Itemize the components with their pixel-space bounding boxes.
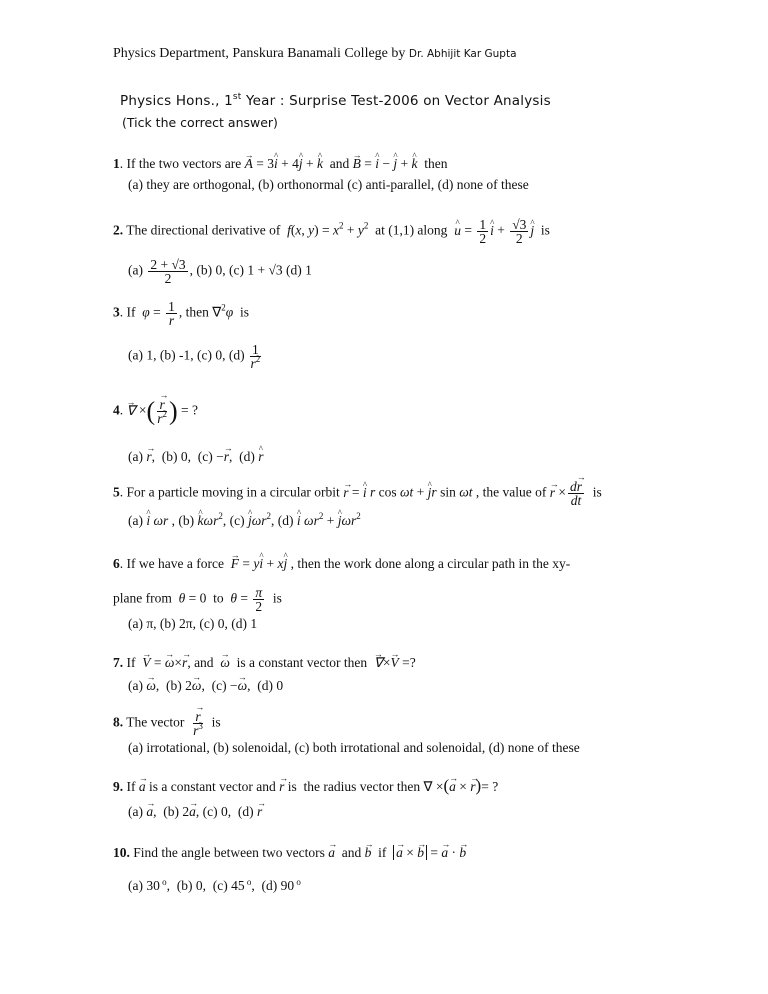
question-7: 7. If → V = → ω×→ r, and → ω is a constant vector then → ∇×→ V =?	[113, 655, 416, 671]
question-10: 10. Find the angle between two vectors → a and → b if → a × → b = → a · → b	[113, 845, 466, 861]
question-1-options: (a) they are orthogonal, (b) orthonormal (c) anti-parallel, (d) none of these	[128, 177, 529, 192]
question-3: 3. If φ = $\frac{1}{r}$ , then ∇$^2$φ is	[113, 299, 249, 328]
question-2-options: (a) $\frac{2 + √3}{2}$ , (b) 0, (c) 1 + √3 (d) 1	[128, 257, 312, 286]
question-4-options: (a) → r, (b) 0, (c) −→ r, (d) ^ r	[128, 449, 264, 465]
question-6-options: (a) π, (b) 2π, (c) 0, (d) 1	[128, 616, 258, 631]
question-2: 2. The directional derivative of f(x, $y) = x^2 + y^2$ at (1,1) along ^ u = $\frac{1}{2}$ ^ i + $\frac{√3}{2}$ ^ j is	[113, 218, 550, 245]
question-5-options: (a) ^ i ωr , (b) ^ kωr$^2$, (c) ^ jωr$^2$, (d) ^ i $\omega r^2$ + ^ jωr$^2$	[128, 513, 361, 529]
question-6: 6. If we have a force → F = y^ i + x^ j , then the work done along a circular path in the xy-	[113, 556, 570, 572]
department-text: Physics Department, Panskura Banamali College by	[113, 46, 406, 61]
question-10-options: (a) 30 $^o$, (b) 0, (c) 45 $^o$, (d) 90 $^o$	[128, 877, 301, 893]
question-3-options: (a) 1, (b) -1, (c) 0, (d) $\frac{1}{r^2}$	[128, 342, 261, 371]
question-9: 9. If → a is a constant vector and → r is the radius vector then ∇ ×(→ a × → r)= ?	[113, 778, 498, 795]
question-4: 4. → ∇ ×( → $\frac{r}{r^2}$ ) = ?	[113, 398, 198, 425]
question-8: 8. The vector → $\frac{r}{r^3}$ is	[113, 710, 221, 737]
author-text: Dr. Abhijit Kar Gupta	[408, 48, 517, 60]
page-header	[113, 46, 517, 62]
question-5: 5. For a particle moving in a circular orbit → r = ^ i r cos ωt + ^ jr sin ωt , the value of → r × $\frac{d\to r}{dt}$ is	[113, 480, 602, 507]
question-8-options: (a) irrotational, (b) solenoidal, (c) both irrotational and solenoidal, (d) none of these	[128, 740, 580, 755]
question-9-options: (a) → a, (b) 2→ a, (c) 0, (d) → r	[128, 804, 262, 820]
question-7-options: (a) → ω, (b) 2→ ω, (c) −→ ω, (d) 0	[128, 678, 283, 694]
test-title: Physics Hons., 1st Year : Surprise Test-2006 on Vector Analysis	[120, 92, 551, 109]
question-1: 1. If the two vectors are → A = 3^ i + 4^ j + ^ k and → B = ^ i − ^ j + ^ k then	[113, 156, 448, 172]
question-6-cont: plane from θ = 0 to θ = $\frac{\pi}{2}$ is	[113, 585, 282, 614]
instruction-text: (Tick the correct answer)	[122, 115, 278, 130]
